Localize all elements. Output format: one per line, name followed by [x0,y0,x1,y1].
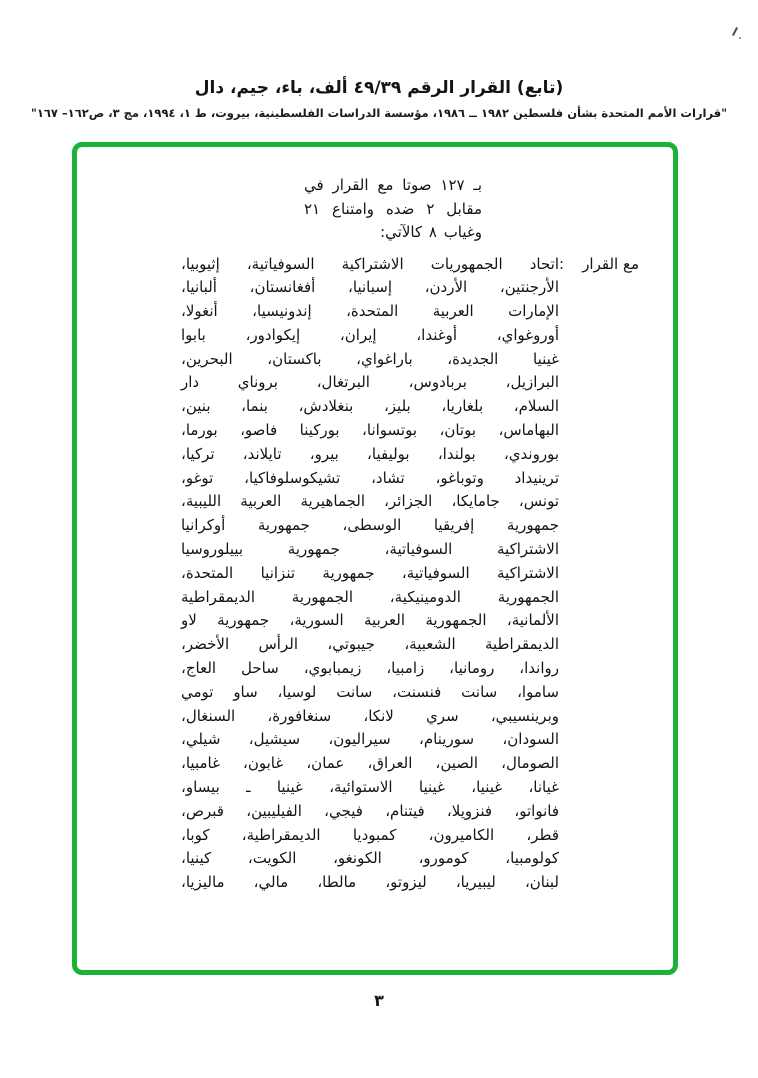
text-line: السلام، بلغاريا، بليز، بنغلادش، بنما، بنين، [181,397,559,416]
page-header [0,76,758,121]
scan-artifact-dot [739,37,741,39]
text-line: قطر، الكاميرون، كمبوديا الديمقراطية، كوبا، [181,825,559,844]
text-line: مقابل ٢ ضده وامتناع ٢١ [304,199,482,218]
text-line: البهاماس، بوتان، بوتسوانا، بوركينا فاصو، بورما، [181,421,559,440]
text-line: وغياب ٨ كالآتي: [380,223,482,241]
text-line: الاشتراكية السوفياتية، جمهورية بييلوروسيا [181,540,559,559]
page-number: ٣ [374,991,384,1010]
in-favour-label [559,253,639,277]
text-line: أوروغواي، أوغندا، إيران، إيكوادور، بابوا [181,325,559,344]
in-favour-label-text: مع القرار [582,254,639,273]
text-line: غينيا الجديدة، باراغواي، باكستان، البحرين، [181,349,559,368]
content-border-box [72,142,678,975]
text-line: بوروندي، بولندا، بوليفيا، بيرو، تايلاند، تركيا، [181,444,559,463]
text-line: الاشتراكية السوفياتية، جمهورية تنزانيا المتحدة، [181,563,559,582]
text-line: غيانا، غينيا، غينيا الاستوائية، غينيا ـ بيساو، [181,778,559,797]
text-line: تونس، جامايكا، الجزائر، الجماهيرية العربية الليبية، [181,492,559,511]
text-line: فانواتو، فنزويلا، فيتنام، فيجي، الفيليبين، قبرص، [181,801,559,820]
text-line: ترينيداد وتوباغو، تشاد، تشيكوسلوفاكيا، توغو، [181,468,559,487]
text-line: الأرجنتين، الأردن، إسبانيا، أفغانستان، ألبانيا، [181,278,559,297]
text-line: لبنان، ليبيريا، ليزوتو، مالطا، مالي، ماليزيا، [181,873,559,892]
text-line: بـ ١٢٧ صوتا مع القرار في [304,176,482,194]
resolution-title: (تابع) القرار الرقم ٤٩/٣٩ ألف، باء، جيم، دال [194,78,564,98]
in-favour-label-colon: : [559,254,565,273]
text-line: جمهورية إفريقيا الوسطى، جمهورية أوكرانيا [181,516,559,535]
in-favour-country-list [181,253,559,896]
text-line: كولومبيا، كومورو، الكونغو، الكويت، كينيا، [181,849,559,868]
text-line: ساموا، سانت فنسنت، سانت لوسيا، ساو تومي [181,682,559,701]
text-line: الألمانية، الجمهورية العربية السورية، جمهورية لاو [181,611,559,630]
text-line: رواندا، رومانيا، زامبيا، زيمبابوي، ساحل العاج، [181,659,559,678]
text-line: الصومال، الصين، العراق، عمان، غابون، غامبيا، [181,754,559,773]
text-line: الديمقراطية الشعبية، جيبوتي، الرأس الأخضر، [181,635,559,654]
source-citation-line: "قرارات الأمم المتحدة بشأن فلسطين ١٩٨٢ ــ ١٩٨٦، مؤسسة الدراسات الفلسطينية، بيروت، ط ١، ١٩٩٤، مج ٣، ص١٦٢– ١٦٧" [30,106,728,120]
text-line: وبرينسيبي، سري لانكا، سنغافورة، السنغال، [181,706,559,725]
text-line: الجمهورية الدومينيكية، الجمهورية الديمقراطية [181,587,559,606]
in-favour-paragraph [77,253,639,896]
text-line: اتحاد الجمهوريات الاشتراكية السوفياتية، إثيوبيا، [181,254,559,273]
text-line: السودان، سورينام، سيراليون، سيشيل، شيلي، [181,730,559,749]
text-line: الإمارات العربية المتحدة، إندونيسيا، أنغولا، [181,302,559,321]
text-line: البرازيل، بربادوس، البرتغال، بروناي دار [181,373,559,392]
scan-artifact-mark [732,27,738,36]
vote-result-block [304,174,482,245]
